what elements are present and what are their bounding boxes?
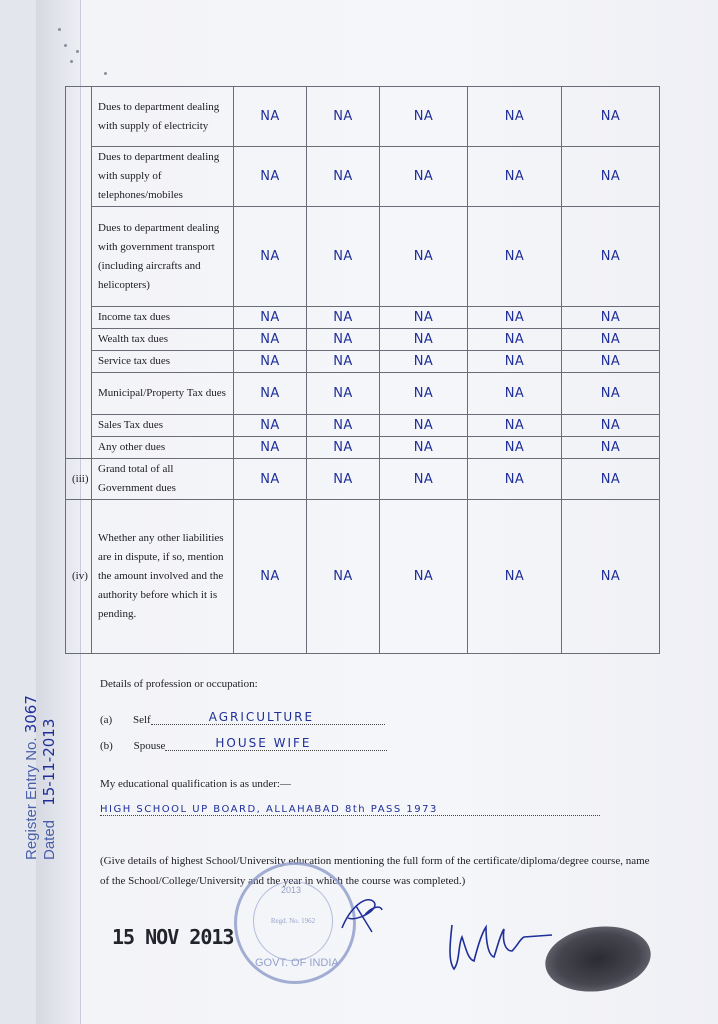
education-value: HIGH SCHOOL UP BOARD, ALLAHABAD 8th PASS 1973 xyxy=(100,804,600,816)
handwritten-value: NA xyxy=(562,500,660,654)
handwritten-value: NA xyxy=(380,459,468,500)
row-label: Grand total of all Government dues xyxy=(92,459,234,500)
handwritten-value: NA xyxy=(562,351,660,373)
handwritten-value: NA xyxy=(307,147,380,207)
handwritten-value: NA xyxy=(562,147,660,207)
dues-row xyxy=(66,87,660,147)
handwritten-value: NA xyxy=(307,329,380,351)
handwritten-value: NA xyxy=(307,207,380,307)
handwritten-value: NA xyxy=(562,373,660,415)
dues-row xyxy=(66,351,660,373)
handwritten-value: NA xyxy=(234,373,307,415)
row-label: Any other dues xyxy=(92,437,234,459)
handwritten-value: NA xyxy=(307,437,380,459)
row-number xyxy=(66,87,92,459)
row-label: Service tax dues xyxy=(92,351,234,373)
handwritten-value: NA xyxy=(307,415,380,437)
handwritten-value: NA xyxy=(468,500,562,654)
handwritten-value: NA xyxy=(562,307,660,329)
handwritten-value: NA xyxy=(468,351,562,373)
education-heading: My educational qualification is as under:— xyxy=(100,778,291,790)
handwritten-value: NA xyxy=(234,307,307,329)
handwritten-value: NA xyxy=(380,437,468,459)
disputed-liabilities-row xyxy=(66,500,660,654)
dues-row xyxy=(66,207,660,307)
seal-center: Regd. No. 1962 xyxy=(253,881,333,961)
handwritten-value: NA xyxy=(234,351,307,373)
dated-value: 15-11-2013 xyxy=(40,718,58,806)
handwritten-value: NA xyxy=(307,351,380,373)
handwritten-value: NA xyxy=(380,329,468,351)
handwritten-value: NA xyxy=(234,147,307,207)
profession-heading: Details of profession or occupation: xyxy=(100,678,258,690)
handwritten-value: NA xyxy=(234,500,307,654)
date-stamp: 15 NOV 2013 xyxy=(112,925,234,949)
handwritten-value: NA xyxy=(307,500,380,654)
dues-row xyxy=(66,307,660,329)
handwritten-value: NA xyxy=(562,437,660,459)
row-label: Dues to department dealing with government transport (including aircrafts and helicopters) xyxy=(92,207,234,307)
spouse-label: Spouse xyxy=(133,740,166,752)
handwritten-value: NA xyxy=(307,459,380,500)
handwritten-value: NA xyxy=(380,87,468,147)
deponent-signature xyxy=(440,915,560,977)
handwritten-value: NA xyxy=(468,415,562,437)
handwritten-value: NA xyxy=(468,307,562,329)
handwritten-value: NA xyxy=(562,329,660,351)
row-number: (iv) xyxy=(66,500,92,654)
self-value: AGRICULTURE xyxy=(208,710,315,724)
row-label: Dues to department dealing with supply of electricity xyxy=(92,87,234,147)
handwritten-value: NA xyxy=(380,351,468,373)
handwritten-value: NA xyxy=(234,459,307,500)
handwritten-value: NA xyxy=(307,307,380,329)
handwritten-value: NA xyxy=(380,500,468,654)
row-label: Wealth tax dues xyxy=(92,329,234,351)
spouse-marker: (b) xyxy=(100,740,113,752)
spouse-field xyxy=(165,736,387,751)
row-label: Dues to department dealing with supply of telephones/mobiles xyxy=(92,147,234,207)
handwritten-value: NA xyxy=(562,207,660,307)
handwritten-value: NA xyxy=(562,459,660,500)
self-marker: (a) xyxy=(100,714,113,726)
row-label: Sales Tax dues xyxy=(92,415,234,437)
profession-spouse-row xyxy=(100,738,400,753)
profession-self-row xyxy=(100,712,400,727)
handwritten-value: NA xyxy=(234,415,307,437)
handwritten-value: NA xyxy=(468,437,562,459)
handwritten-value: NA xyxy=(562,87,660,147)
row-label: Municipal/Property Tax dues xyxy=(92,373,234,415)
row-label: Whether any other liabilities are in dispute, if so, mention the amount involved and the authority before which it is pending. xyxy=(92,500,234,654)
handwritten-value: NA xyxy=(380,373,468,415)
row-label: Income tax dues xyxy=(92,307,234,329)
self-field xyxy=(151,710,385,725)
education-instruction: (Give details of highest School/University education mentioning the full form of the certificate/diploma/degree course, name of the School/College/University and the year in which the course was completed.) xyxy=(100,855,650,887)
register-entry-stamp xyxy=(22,695,58,860)
handwritten-value: NA xyxy=(380,415,468,437)
handwritten-value: NA xyxy=(468,147,562,207)
register-entry-label: Register Entry No. xyxy=(23,737,40,860)
handwritten-value: NA xyxy=(234,207,307,307)
handwritten-value: NA xyxy=(468,459,562,500)
notary-initials-signature xyxy=(336,888,386,938)
self-label: Self xyxy=(132,714,151,726)
seal-bottom-text: GOVT. OF INDIA xyxy=(255,957,339,969)
register-entry-number: 3067 xyxy=(22,695,40,734)
handwritten-value: NA xyxy=(468,373,562,415)
handwritten-value: NA xyxy=(562,415,660,437)
handwritten-value: NA xyxy=(380,307,468,329)
handwritten-value: NA xyxy=(380,207,468,307)
handwritten-value: NA xyxy=(234,329,307,351)
dues-row xyxy=(66,147,660,207)
handwritten-value: NA xyxy=(234,87,307,147)
education-entry xyxy=(100,803,620,816)
handwritten-value: NA xyxy=(234,437,307,459)
dues-row xyxy=(66,373,660,415)
handwritten-value: NA xyxy=(468,207,562,307)
dated-label: Dated xyxy=(41,819,58,860)
seal-year: 2013 xyxy=(281,885,302,895)
grand-total-row xyxy=(66,459,660,500)
handwritten-value: NA xyxy=(307,373,380,415)
row-number: (iii) xyxy=(66,459,92,500)
handwritten-value: NA xyxy=(380,147,468,207)
handwritten-value: NA xyxy=(468,87,562,147)
dues-row xyxy=(66,415,660,437)
handwritten-value: NA xyxy=(468,329,562,351)
handwritten-value: NA xyxy=(307,87,380,147)
liabilities-table xyxy=(65,86,660,654)
dues-row xyxy=(66,329,660,351)
dues-row xyxy=(66,437,660,459)
spouse-value: HOUSE WIFE xyxy=(215,736,312,750)
